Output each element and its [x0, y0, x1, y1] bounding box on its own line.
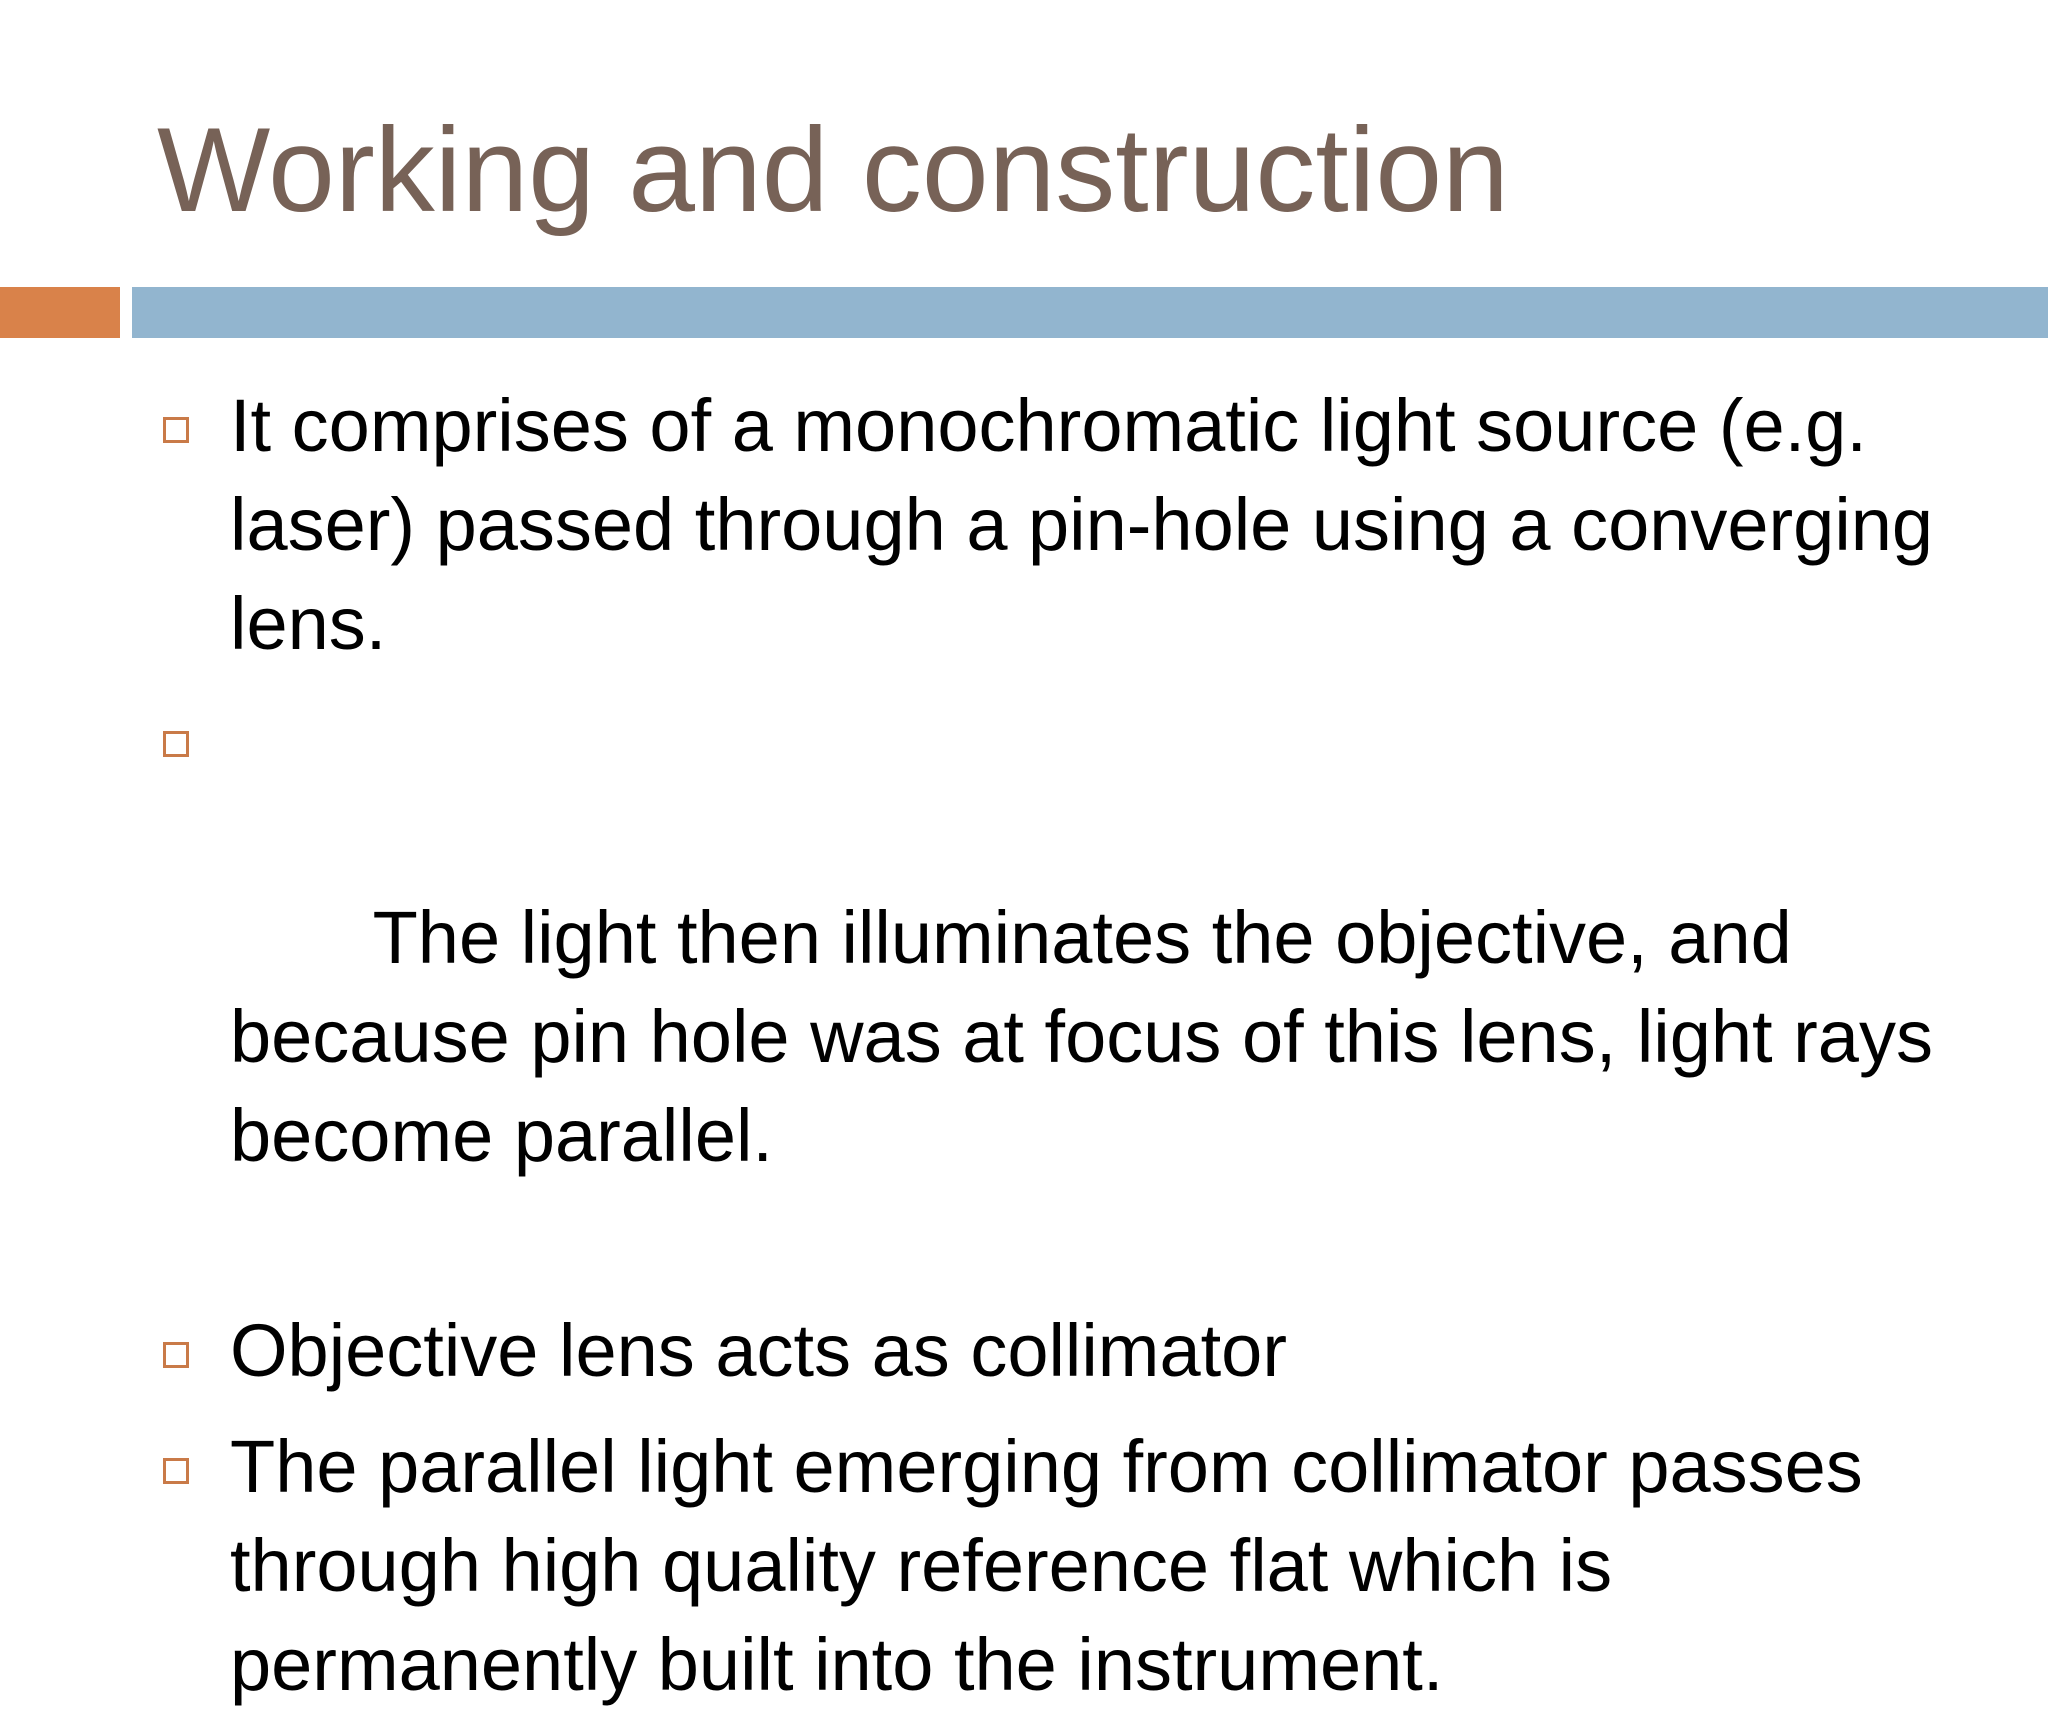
bullet-item	[0, 1301, 2048, 1400]
hollow-square-bullet-icon	[163, 731, 189, 757]
hollow-square-bullet-icon	[163, 1458, 189, 1484]
slide-title: Working and construction	[157, 103, 1509, 237]
title-accent-blue-bar	[132, 287, 2048, 338]
bullet-list	[0, 376, 2048, 1731]
hollow-square-bullet-icon	[163, 1342, 189, 1368]
bullet-text: Objective lens acts as collimator	[230, 1309, 1287, 1392]
bullet-text: It comprises of a monochromatic light source (e.g. laser) passed through a pin-hole using a converging lens.	[230, 384, 1934, 665]
bullet-item	[0, 376, 2048, 673]
bullet-item	[0, 1417, 2048, 1714]
bullet-text: The light then illuminates the objective, and because pin hole was at focus of this lens, light rays become parallel.	[230, 896, 1954, 1177]
bullet-item	[0, 690, 2048, 1284]
bullet-text: The parallel light emerging from collimator passes through high quality reference flat which is permanently built into the instrument.	[230, 1425, 1863, 1706]
title-accent-orange-bar	[0, 287, 120, 338]
hollow-square-bullet-icon	[163, 417, 189, 443]
